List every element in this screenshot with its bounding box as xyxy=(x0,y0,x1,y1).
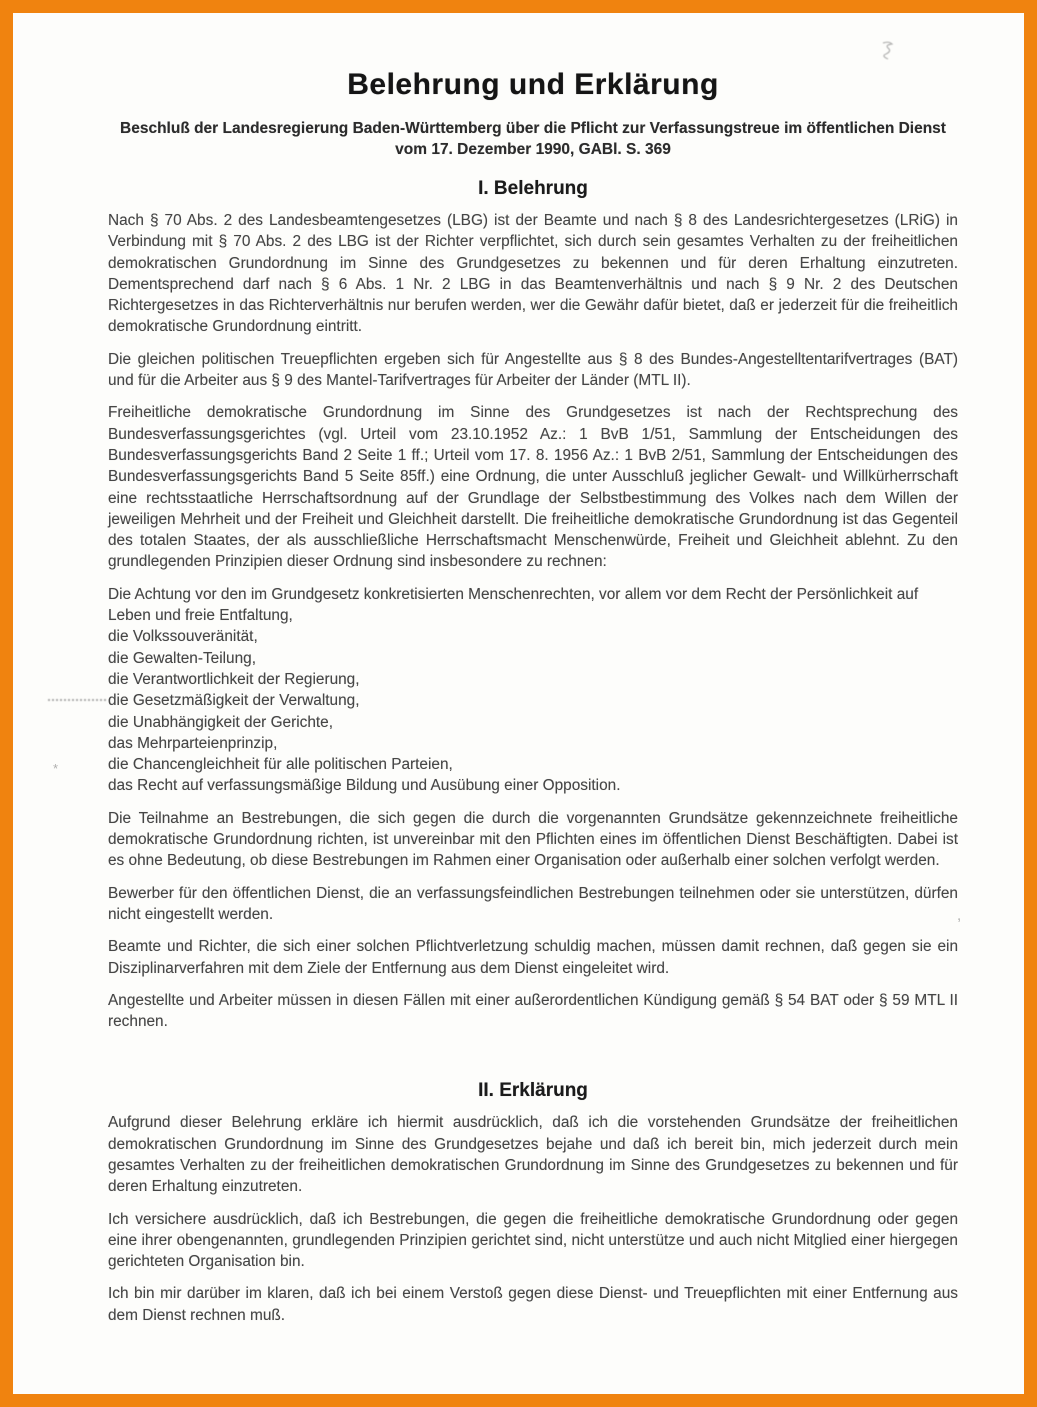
paragraph-erklaerung-3: Ich bin mir darüber im klaren, daß ich bei einem Verstoß gegen diese Dienst- und Treuepflichten mit einer Entfernung aus dem Dienst rechnen muß. xyxy=(108,1285,958,1324)
section-heading-erklaerung: II. Erklärung xyxy=(478,1080,588,1102)
principle-item: die Gewalten-Teilung, xyxy=(108,649,257,667)
paragraph-belehrung-2: Die gleichen politischen Treuepflichten ergeben sich für Angestellte aus § 8 des Bundes-Angestelltentarifvertrages (BAT) und für die Arbeiter aus § 9 des Mantel-Tarifvertrages für Arbeiter der Länder (MTL II). xyxy=(108,350,958,390)
paragraph-belehrung-4: Die Teilnahme an Bestrebungen, die sich gegen die durch die vorgenannten Grundsätze gekennzeichnete freiheitliche demokratische Grundordnung richten, ist unvereinbar mit den Pflichten eines im öffentlichen Dienst Beschäftigten. Dabei ist es ohne Bedeutung, ob diese Bestrebungen im Rahmen einer Organisation oder außerhalb einer solchen verfolgt werden. xyxy=(108,809,958,870)
principle-item: das Recht auf verfassungsmäßige Bildung und Ausübung einer Opposition. xyxy=(108,777,621,795)
principle-item: das Mehrparteienprinzip, xyxy=(108,734,278,752)
scan-asterisk-mark: * xyxy=(53,761,59,776)
scan-dash-mark xyxy=(48,699,106,701)
paragraph-erklaerung-2: Ich versichere ausdrücklich, daß ich Bestrebungen, die gegen die freiheitliche demokratische Grundordnung oder gegen eine ihrer obengenannten, grundlegenden Prinzipien gerichtet sind, nicht unterstütze und auch nicht Mitglied einer hiergegen gerichteten Organisation bin. xyxy=(108,1210,958,1271)
paragraph-belehrung-3: Freiheitliche demokratische Grundordnung im Sinne des Grundgesetzes ist nach der Rechtsprechung des Bundesverfassungsgerichtes (vgl. Urteil vom 23.10.1952 Az.: 1 BvB 1/51, Sammlung der Entscheidungen des Bundesverfassungsgerichts Band 2 Seite 1 ff.; Urteil vom 17. 8. 1956 Az.: 1 BvB 2/51, Sammlung der Entscheidungen des Bundesverfassungsgerichts Band 5 Seite 85ff.) eine Ordnung, die unter Ausschluß jeglicher Gewalt- und Willkürherrschaft eine rechtsstaatliche Herrschaftsordnung auf der Grundlage der Selbstbestimmung des Volkes nach dem Willen der jeweiligen Mehrheit und der Freiheit und Gleichheit darstellt. Die freiheitliche demokratische Grundordnung ist das Gegenteil des totalen Staates, der als ausschließliche Herrschaftsmacht Menschenwürde, Freiheit und Gleichheit ablehnt. Zu den grundlegenden Prinzipien dieser Ordnung sind insbesondere zu rechnen: xyxy=(108,404,958,571)
document-subtitle-line2: vom 17. Dezember 1990, GABl. S. 369 xyxy=(395,141,671,158)
paragraph-belehrung-7: Angestellte und Arbeiter müssen in diesen Fällen mit einer außerordentlichen Kündigung gemäß § 54 BAT oder § 59 MTL II rechnen. xyxy=(108,991,958,1031)
section-heading-belehrung: I. Belehrung xyxy=(478,178,588,199)
paragraph-belehrung-1: Nach § 70 Abs. 2 des Landesbeamtengesetzes (LBG) ist der Beamte und nach § 8 des Landesrichtergesetzes (LRiG) in Verbindung mit § 70 Abs. 2 des LBG ist der Richter verpflichtet, sich durch sein gesamtes Verhalten zu der freiheitlichen demokratischen Grundordnung im Sinne des Grundgesetzes zu bekennen und für deren Erhaltung einzutreten. Dementsprechend darf nach § 6 Abs. 1 Nr. 2 LBG in das Beamtenverhältnis und nach § 9 Nr. 2 des Deutschen Richtergesetzes in das Richterverhältnis nur berufen werden, wer die Gewähr dafür bietet, daß er jederzeit für die freiheitlich demokratische Grundordnung eintritt. xyxy=(108,212,958,336)
principle-item: die Volkssouveränität, xyxy=(108,628,258,646)
principle-item: Die Achtung vor den im Grundgesetz konkretisierten Menschenrechten, vor allem vor dem Recht der Persönlichkeit auf Leben und freie Entfaltung, xyxy=(108,585,919,625)
principles-list xyxy=(108,584,958,797)
scan-comma-mark: , xyxy=(957,907,962,924)
document-title: Belehrung und Erklärung xyxy=(347,68,719,101)
scan-smudge-mark xyxy=(873,40,903,66)
paragraph-belehrung-6: Beamte und Richter, die sich einer solchen Pflichtverletzung schuldig machen, müssen damit rechnen, daß gegen sie ein Disziplinarverfahren mit dem Ziele der Entfernung aus dem Dienst eingeleitet wird. xyxy=(108,938,958,977)
principle-item: die Verantwortlichkeit der Regierung, xyxy=(108,670,360,688)
paragraph-belehrung-5: Bewerber für den öffentlichen Dienst, die an verfassungsfeindlichen Bestrebungen teilnehmen oder sie unterstützen, dürfen nicht eingestellt werden. xyxy=(108,884,958,923)
document-subtitle-line1: Beschluß der Landesregierung Baden-Württemberg über die Pflicht zur Verfassungstreue im öffentlichen Dienst xyxy=(120,120,946,137)
paragraph-erklaerung-1: Aufgrund dieser Belehrung erkläre ich hiermit ausdrücklich, daß ich die vorstehenden Grundsätze der freiheitlichen demokratischen Grundordnung im Sinne des Grundgesetzes bejahe und daß ich bereit bin, mich jederzeit durch mein gesamtes Verhalten zu der freiheitlichen demokratischen Grundordnung im Sinne des Grundgesetzes zu bekennen und für deren Erhaltung einzutreten. xyxy=(108,1114,958,1196)
principle-item: die Gesetzmäßigkeit der Verwaltung, xyxy=(108,692,360,710)
principle-item: die Chancengleichheit für alle politischen Parteien, xyxy=(108,756,453,774)
principle-item: die Unabhängigkeit der Gerichte, xyxy=(108,713,334,731)
